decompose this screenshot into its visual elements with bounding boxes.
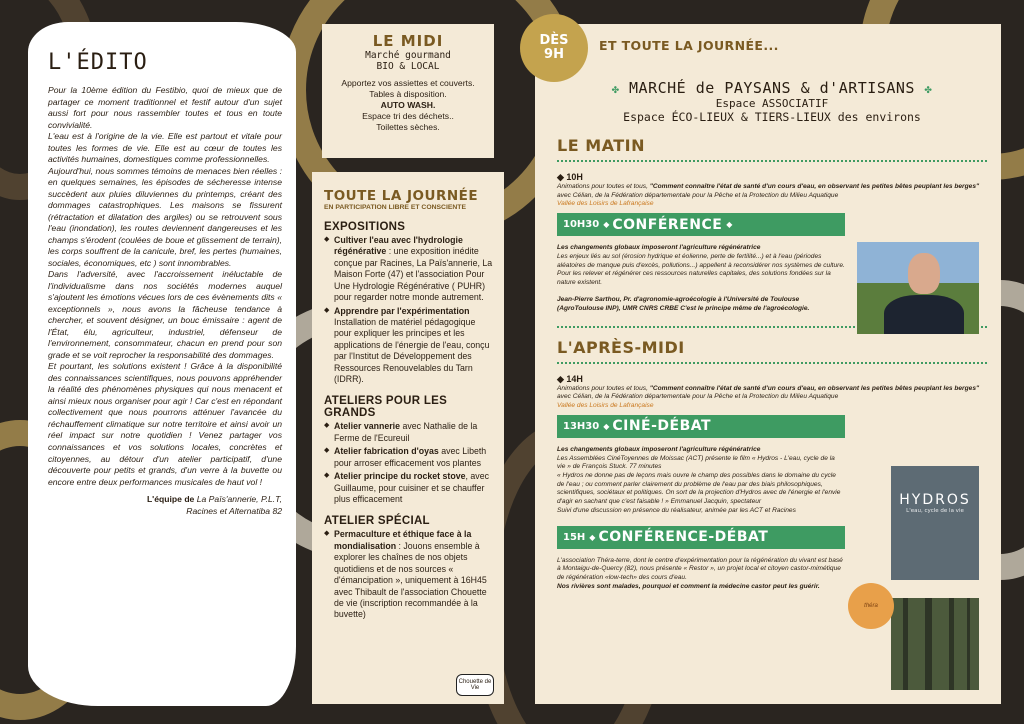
market-block <box>557 79 987 124</box>
conf-t2: Les enjeux liés au sol (érosion hydrique et éolienne, perte de fertilité...) et à l'eau (périodes aléatoires de manque puis d'excès, pollutions...) appellent à reconsidérer nos systèmes de culture. Pour les relever et régénérer ces ressources naturelles capitales, des solutions fondées sur la nature existent. <box>557 252 845 286</box>
anim-suffix: avec Célian, de la Fédération départementale pour la Pêche et la Protection du Milieu Aquatique <box>557 393 839 401</box>
edito-paragraph: Et pourtant, les solutions existent ! Grâce à la disponibilité des connaissances scientifiques, nous pouvons appréhender la réalité des phénomènes physiques qui nous menacent et ainsi mieux nous organiser pour agir ! Car c'est en répondant collectivement que nous pourrons atténuer l'avancée du réchauffement climatique sur notre territoire et ainsi avoir un réel impact sur notre quotidien ! Venez partager vos connaissances et vos solutions locales, concrètes et citoyennes, au détour d'un atelier participatif, d'une découverte pour petits et grands, d'un verre à la buvette ou encore entre deux performances musicales de haut vol ! <box>48 361 282 487</box>
edito-body <box>48 85 282 488</box>
time-14h-text: 14H <box>566 373 583 384</box>
all-day-box <box>312 172 504 704</box>
chouette-logo: Chouette de Vie <box>456 674 494 696</box>
edito-paragraph: Pour la 10ème édition du Festibio, quoi de mieux que de partager ce moment traditionnel et festif autour d'un sujet aussi fort pour nous rassembler toutes et tous en toute convivialité. <box>48 85 282 130</box>
midi-subtitle-1: Marché gourmand <box>365 50 451 61</box>
all-day-heading: ET TOUTE LA JOURNÉE... <box>599 38 779 53</box>
cine-name: CINÉ-DÉBAT <box>612 418 712 435</box>
midi-box <box>322 24 494 158</box>
clover-icon: ✤ <box>611 82 620 96</box>
edito-title: L'ÉDITO <box>48 50 148 75</box>
start-time-badge <box>520 14 588 82</box>
all-day-title: TOUTE LA JOURNÉE <box>324 188 479 204</box>
conf-t1: Les changements globaux imposeront l'agriculture régénératrice <box>557 244 761 252</box>
expo2-bold: Apprendre par l'expérimentation <box>334 305 470 316</box>
location-text: Vallée des Loisirs de Lafrançaise <box>557 200 654 208</box>
all-day-subtitle: EN PARTICIPATION LIBRE ET CONSCIENTE <box>324 204 466 211</box>
conf-t3: Jean-Pierre Sarthou, Pr. d'agronomie-agroécologie à l'Université de Toulouse (AgroToulouse INP), UMR CNRS CRBE C'est le principe même de l'agroécologie. <box>557 296 810 313</box>
time-10h-text: 10H <box>566 172 583 182</box>
cine-desc <box>557 446 845 516</box>
anim-prefix: Animations pour toutes et tous, <box>557 384 650 392</box>
cine-t1: Les changements globaux imposeront l'agriculture régénératrice <box>557 445 761 453</box>
conference-bar <box>557 213 845 236</box>
at2-bold: Atelier fabrication d'oyas <box>334 446 439 457</box>
diamond-icon: ◆ <box>589 532 596 542</box>
debate-bar <box>557 526 845 549</box>
anim-prefix: Animations pour toutes et tous, <box>557 183 650 190</box>
conference-desc <box>557 244 845 314</box>
forest-photo <box>891 598 979 690</box>
location-text: Vallée des Loisirs de Lafrançaise <box>557 401 654 409</box>
midi-line: Toilettes sèches. <box>376 122 440 133</box>
cd-t1: L'association Théra-terre, dont le centre d'expérimentation pour la régénération du vivant est basé à Montaigu-de-Quercy (82), nous présente « Restor », un projet local et citoyen castor-mimétique de régénération «low-tech» des cours d'eau. <box>557 556 843 581</box>
diamond-icon: ◆ <box>603 421 610 431</box>
cine-t3: « Hydros ne donne pas de leçons mais ouvre le champ des possibles dans le domaine du cycle de l'eau ; ou comment parler clairement du problème de l'eau par des biais philosophiques, scientifiques, sociétaux et politiques. On sort de la projection d'Hydros avec de l'énergie et l'envie d'agir en sachant que c'est faisable ! » Emmanuel Jacquin, spectateur <box>557 471 841 506</box>
midi-title: LE MIDI <box>372 32 444 50</box>
des-line1: DÈS <box>539 32 569 48</box>
market-title <box>557 79 987 97</box>
atelier-item <box>324 446 494 469</box>
sp-text: : Jouons ensemble à explorer les chaînes de nos objets quotidiens et de nos sources « d'émancipation », uniquement à 16H45 avec Thibault de l'association Chouette de vie (inscription recommandée à la buvette) <box>334 540 487 620</box>
cine-hour: 13H30 <box>563 420 600 432</box>
clover-icon: ✤ <box>924 82 933 96</box>
hydros-poster <box>891 466 979 580</box>
at2-text: avec Libeth pour arroser efficacement vos plantes <box>334 446 487 468</box>
divider <box>557 362 987 364</box>
conf-name: CONFÉRENCE <box>612 216 723 233</box>
expo-item <box>324 235 494 304</box>
debate-desc <box>557 557 845 592</box>
edito-paragraph: L'eau est à l'origine de la vie. Elle est partout et vitale pour toutes les formes de vie. Elle est au cœur de toutes les activités humaines, domestiques comme professionnelles. <box>48 131 282 165</box>
ateliers-heading: ATELIERS POUR LES GRANDS <box>324 395 448 420</box>
market-eco: Espace ÉCO-LIEUX & TIERS-LIEUX des environs <box>623 110 921 124</box>
sp-bold: Permaculture et éthique face à la mondialisation <box>334 529 472 551</box>
time-14h: ◆ 14H <box>557 373 583 384</box>
market-title-text: MARCHÉ de PAYSANS & d'ARTISANS <box>629 79 915 97</box>
expo-item <box>324 306 494 386</box>
at1-text: avec Nathalie de la Ferme de l'Ecureuil <box>334 421 478 443</box>
at3-bold: Atelier principe du rocket stove <box>334 471 466 482</box>
animation-text <box>557 183 987 200</box>
conf-hour: 10H30 <box>563 219 600 231</box>
atelier-item <box>324 471 494 505</box>
poster-subtitle: L'eau, cycle de la vie <box>906 508 964 514</box>
midi-line: Tables à disposition. <box>369 88 447 99</box>
animation-text <box>557 385 987 402</box>
midi-line: Espace tri des déchets.. <box>362 111 454 122</box>
time-10h: ◆ 10H <box>557 172 583 182</box>
divider <box>557 160 987 162</box>
expo1-bold: Cultiver l'eau avec l'hydrologie régénérative <box>334 235 463 257</box>
morning-heading: LE MATIN <box>557 136 646 155</box>
cd-name: CONFÉRENCE-DÉBAT <box>598 529 769 545</box>
special-heading: ATELIER SPÉCIAL <box>324 515 430 528</box>
edito-paragraph: Aujourd'hui, nous sommes témoins de menaces bien réelles : en quelques semaines, les épisodes de sécheresse intense succèdent aux pluies diluviennes du printemps, créant des dommages catastrophiques. Les maisons se fissurent (rétractation et dilatation des argiles) ou se retrouvent sous l'eau (inondation), les routes deviennent dangereuses et les champs s'érodent (coulées de boue et glissement de terrain), les corps souffrent de la canicule, bref, les pertes (humaines, sociales, économiques, etc ) sont innombrables. <box>48 165 282 268</box>
cd-hour: 15H <box>563 531 586 543</box>
auto-wash: AUTO WASH. <box>380 100 436 111</box>
edito-paragraph: Dans l'adversité, avec l'accroissement inéluctable de l'individualisme dans nos sociétés modernes auquel s'ajoutent les émotions vécues lors de ces évènements dits « exceptionnels », nous avons la fâcheuse tendance à chercher, et souvent désigner, un bouc émissaire : agent de l'État, élu, agriculteur, industriel, défenseur de l'environnement, consommateur, chacun en prend pour son grade et se voit reprocher la responsabilité des dommages. <box>48 269 282 360</box>
poster-title: HYDROS <box>899 492 971 508</box>
cd-t2: Nos rivières sont malades, pourquoi et comment la médecine castor peut les guérir. <box>557 582 820 590</box>
cine-bar <box>557 415 845 438</box>
midi-subtitle-2: BIO & LOCAL <box>376 61 440 73</box>
edito-signature <box>48 494 282 517</box>
at1-bold: Atelier vannerie <box>334 421 401 432</box>
anim-bold: "Comment connaître l'état de santé d'un cours d'eau, en observant les petites bêtes peuplant les berges" <box>649 183 980 190</box>
cine-t4: Suivi d'une discussion en présence du réalisateur, animée par les ACT et Racines <box>557 506 796 514</box>
edito-panel <box>28 22 296 706</box>
midi-line: Apportez vos assiettes et couverts. <box>341 77 475 88</box>
expo2-text: Installation de matériel pédagogique pour expliquer les principes et les applications de l'énergie de l'eau, conçu par l'Institut de Développement des Ressources Renouvelables du Tarn (IDRR). <box>334 316 490 385</box>
midi-line <box>328 100 488 111</box>
sig-line2: Racines et Alternatiba 82 <box>186 505 282 516</box>
expo1-text: : une exposition inédite conçue par Racines, La Païs'annerie, La Maison Forte (47) et l'association Pour Une Hydrologie Régénérative ( PUHR) pour regarder notre monde autrement. <box>334 246 493 303</box>
diamond-icon: ◆ <box>603 220 610 230</box>
afternoon-heading: L'APRÈS-MIDI <box>557 337 685 357</box>
diamond-icon: ◆ <box>726 220 733 230</box>
des-line2: 9H <box>544 47 564 62</box>
cine-t2: Les Assemblées CinéToyennes de Moissac (ACT) présente le film « Hydros - L'eau, cycle de la vie » de François Stuck. 77 minutes <box>557 454 835 471</box>
atelier-item <box>324 421 494 444</box>
thera-logo: théra <box>848 583 894 629</box>
anim-bold: "Comment connaître l'état de santé d'un cours d'eau, en observant les petites bêtes peuplant les berges" <box>649 384 980 392</box>
expo-heading: EXPOSITIONS <box>324 221 406 233</box>
anim-suffix: avec Célian, de la Fédération départementale pour la Pêche et la Protection du Milieu Aquatique <box>557 191 839 199</box>
market-assoc: Espace ASSOCIATIF <box>715 97 829 110</box>
sig-line1: La Païs'annerie, P.L.T, <box>196 494 282 505</box>
speaker-photo <box>857 242 979 334</box>
midi-subtitle <box>328 50 488 73</box>
at3-text: , avec Guillaume, pour cuisiner et se chauffer plus efficacement <box>334 471 489 505</box>
special-item <box>324 529 494 620</box>
sig-team: L'équipe de <box>146 494 195 505</box>
